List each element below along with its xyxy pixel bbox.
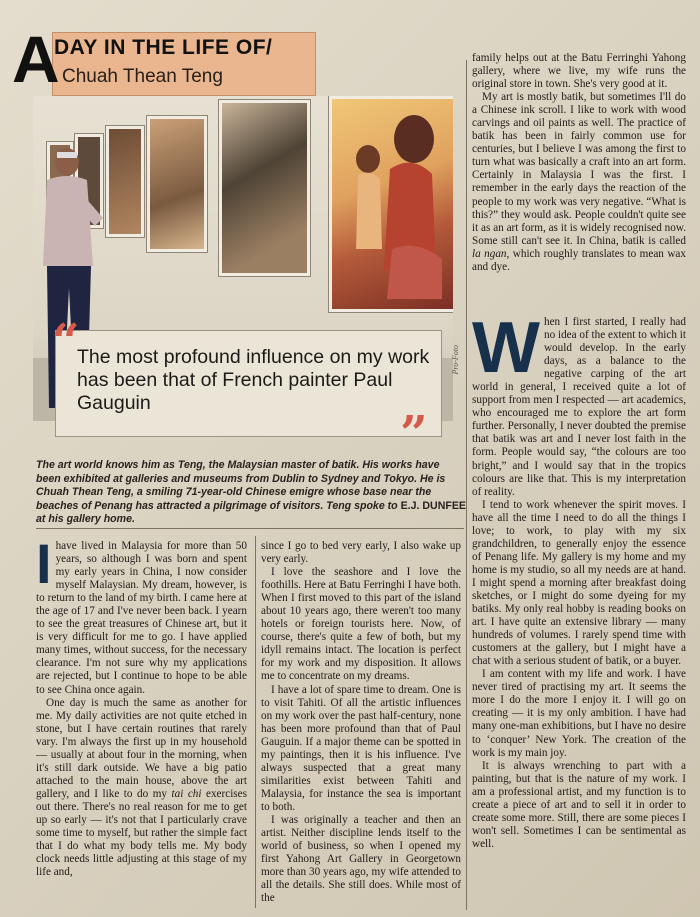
header-subtitle: Chuah Thean Teng [62, 66, 223, 87]
article-column-3-top [472, 52, 686, 314]
paragraph-text: hen I first started, I really had no idea of the extent to which it would develop. In the early days, as a balance to the negative carping of the art world in general, I received quite a lot of support from men I respected — art academics, who encouraged me to explore the art form further. Personally, I never doubted the premise that batik was art and I never lost faith in the form. People would say, “the colours are too bright,” and I would say that in the tropics colours are like that. This is my interpretation of reality. [472, 316, 686, 498]
paragraph-text: One day is much the same as another for me. My daily activities are not quite etched in stone, but I have certain routines that rarely vary. I'm always the first up in my household — usually at about four in the morning, when it's still dark outside. We have a big patio attached to the main house, above the art gallery, and I like to do my [36, 696, 247, 800]
paragraph [472, 91, 686, 274]
article-column-3-bottom [472, 316, 686, 912]
paragraph [36, 697, 247, 880]
italic-term: la ngan [472, 247, 507, 260]
paragraph [472, 316, 686, 499]
divider [36, 528, 464, 529]
italic-term: tai chi [171, 787, 202, 800]
paragraph: I am content with my life and work. I have never tired of practising my art. It seems the more I do the more I enjoy it. I will go on creating — it is my only ambition. I have had many one-man exhibitions, but I have no desire to ‘conquer’ New York. The creation of the work is my main joy. [472, 668, 686, 759]
paragraph: since I go to bed very early, I also wake up very early. [261, 540, 461, 566]
paragraph-text: , which roughly translates to mean wax and dye. [472, 247, 686, 273]
paragraph: I tend to work whenever the spirit moves. I have all the time I need to do all the things I love; to work, to play with my six grandchildren, to generally enjoy the essence of Penang life. My gallery is my home and my home is my studio, so all my needs are at hand. I might spend a morning after breakfast doing sketches, or I might do some dyeing for my batiks. My only real hobby is reading books on art. I have quite an extensive library — many hundreds of volumes. I rarely spend time with customers at the gallery, but I might have a chat with a serious student of batik, or a buyer. [472, 498, 686, 668]
paragraph-text: My art is mostly batik, but sometimes I'll do a Chinese ink scroll. I like to work with wood carvings and oil paints as well. The practice of batik has been in fairly common use for centuries, but I believe I was among the first to turn what was basically a craft into an art form. Certainly in Malaysia I was the first. I remember in the early days the reaction of the people to my work was very negative. “What is this?” they would ask. People couldn't quite see it as an art form, as it is widely recognised now. Some still can't see it. In China, batik is called [472, 91, 686, 247]
standfirst-text: The art world knows him as Teng, the Malaysian master of batik. His works have been exhibited at galleries and museums from Dublin to Sydney and Tokyo. He is Chuah Thean Teng, a smiling 71-year-old Chinese emigre whose base near the beaches of Penang has attracted a pilgrimage of visitors. Teng spoke to [36, 459, 446, 512]
article-standfirst [36, 459, 466, 527]
header-title: DAY IN THE LIFE OF/ [54, 36, 273, 59]
column-divider [255, 536, 256, 908]
pull-quote-text: The most profound influence on my work has been that of French painter Paul Gauguin [77, 346, 430, 414]
close-quote-mark: ” [400, 406, 428, 462]
standfirst-tail: at his gallery home. [36, 513, 135, 526]
open-quote-mark: “ [52, 314, 80, 370]
paragraph [36, 540, 247, 697]
paragraph: family helps out at the Batu Ferringhi Yahong gallery, where we live, my wife runs the original store in town. She's very good at it. [472, 52, 686, 91]
photo-credit: Pro-Foto [451, 345, 460, 375]
article-header [12, 22, 314, 96]
drop-cap: W [472, 316, 540, 388]
paragraph: I have a lot of spare time to dream. One is to visit Tahiti. Of all the artistic influences on my work over the past half-century, none has been more profound than that of Paul Gauguin. If a major theme can be spotted in my paintings, then it is his influence. I've always suspected that a great many similarities exist between Tahiti and Malaysia, for instance the sea is important to both. [261, 683, 461, 813]
batik-figures-icon [332, 99, 452, 303]
header-initial: A [12, 22, 60, 96]
drop-cap: I [36, 540, 52, 595]
paragraph: I was originally a teacher and then an artist. Neither discipline lends itself to the world of business, so when I opened my first Yahong Art Gallery in Georgetown more than 30 years ago, my wife attended to all the details. She still does. While most of the [261, 813, 461, 905]
article-column-2 [261, 540, 461, 912]
paragraph: It is always wrenching to part with a painting, but that is the nature of my work. I am a professional artist, and my function is to create a piece of art and to sell it in order to create some more. Still, there are some pieces I won't sell. Sometimes I can be sentimental as well. [472, 759, 686, 850]
paragraph: I love the seashore and I love the foothills. Here at Batu Ferringhi I have both. When I first moved to this part of the island about 10 years ago, there weren't too many hotels or foreign tourists here. Now, of course, there's quite a few of both, but my idyll remains intact. The location is perfect for my work and my disposition. It allows me to concentrate on my dreams. [261, 566, 461, 683]
byline: E.J. DUNFEE [400, 499, 466, 512]
article-column-1 [36, 540, 247, 912]
column-divider [466, 60, 467, 910]
paragraph-text: exercises out there. There's no real reason for me to get up so early — it's not that I particularly crave some time to myself, but rather the simple fact that I do what my body tells me. My body clock needs little adjusting at this stage of my life and, [36, 787, 247, 879]
paragraph-text: have lived in Malaysia for more than 50 years, so although I was born and spent my early years in China, I now consider myself Malaysian. My dream, however, is to return to the land of my birth. I came here at the age of 17 and I've never been back. I yearn to see the great treasures of Chinese art, but it is very difficult for me to go. I have applied many times, without success, for the necessary clearance. I'm not sure why my applications are rejected, but I continue to hope to be able to see China once again. [36, 540, 247, 696]
